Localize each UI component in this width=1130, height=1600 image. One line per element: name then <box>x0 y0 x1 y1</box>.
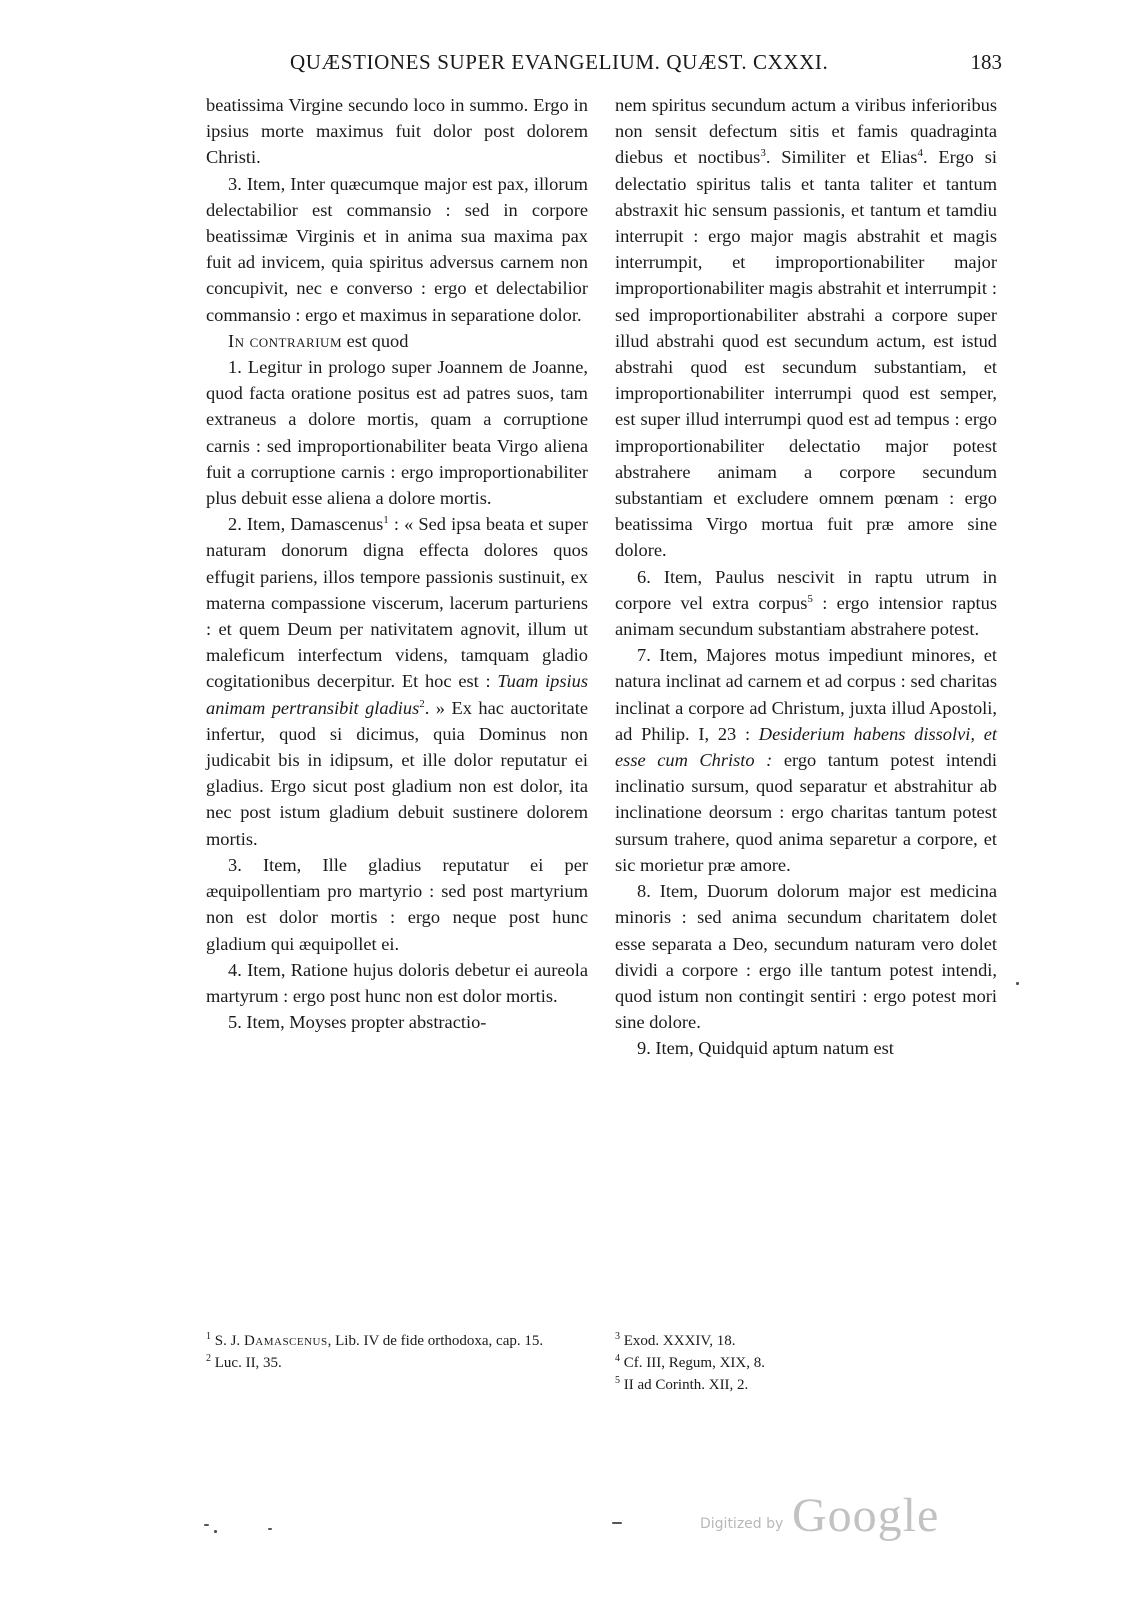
footnote <box>206 1330 588 1352</box>
footnote-mark: 2 <box>206 1353 211 1364</box>
paragraph <box>615 642 997 878</box>
text-span: . Ergo si delectatio spiritus talis et tanta taliter et tantum abstraxit hic sensum passionis, et tantum et tamdiu interrupit : ergo major magis abstrahit et magis interrumpit, et improportionabiliter major improportionabiliter magis abstrahit et interrumpit : sed improportionabiliter abstrahi a corpore super illud abstrahi quod est secundum actum, est istud abstrahi quod est secundum substantiam, et improportionabiliter interrumpi quod est semper, est super illud interrumpi quod est ad tempus : ergo improportionabiliter delectatio major potest abstrahere animam a corpore secundum substantiam et excludere omnem pœnam : ergo beatissima Virgo mortua fuit præ amore sine dolore. <box>615 147 997 561</box>
footnote-mark: 3 <box>615 1331 620 1342</box>
footnote <box>615 1374 997 1396</box>
text-span: est quod <box>342 330 409 351</box>
paragraph: 4. Item, Ratione hujus doloris debetur ei aureola martyrum : ergo post hunc non est dolor mortis. <box>206 959 588 1006</box>
paragraph <box>615 92 997 564</box>
digitized-watermark <box>700 1490 1000 1540</box>
footnote-ref: 5 <box>807 592 813 605</box>
running-head: QUÆSTIONES SUPER EVANGELIUM. QUÆST. CXXXI. <box>290 50 829 74</box>
scan-speck <box>204 1524 209 1526</box>
footnote-mark: 1 <box>206 1331 211 1342</box>
google-logo: Google <box>792 1489 940 1542</box>
footnote-ref: 1 <box>383 514 389 527</box>
footnotes-right <box>615 1330 997 1396</box>
footnote-text: Luc. II, 35. <box>211 1355 282 1371</box>
page-header <box>290 44 1002 80</box>
text-span: : ergo intensior raptus animam secundum substantiam abstrahere potest. <box>615 592 997 640</box>
scripture-quote: Desiderium habens dissolvi, et esse cum Christo : <box>615 723 997 771</box>
text-span: nem spiritus secundum actum a viribus inferioribus non sensit defectum sitis et famis quadraginta diebus et noctibus <box>615 95 997 168</box>
footnote-mark: 4 <box>615 1353 620 1364</box>
right-column <box>615 92 997 1062</box>
section-label: In contrarium <box>228 330 343 351</box>
watermark-caption: Digitized by <box>700 1516 784 1532</box>
scan-speck <box>612 1522 622 1524</box>
paragraph: 3. Item, Ille gladius reputatur ei per æquipollentiam pro martyrio : sed post martyrium non est dolor mortis : ergo neque post hunc gladium qui æquipollet ei. <box>206 854 588 954</box>
text-span: . Similiter et Elias <box>765 147 918 168</box>
page-number: 183 <box>970 50 1002 74</box>
paragraph <box>615 564 997 643</box>
scripture-quote: Tuam ipsius animam pertransibit gladius <box>206 671 588 718</box>
text-span: 2. Item, Damascenus <box>228 514 384 535</box>
paragraph <box>206 328 588 354</box>
left-column <box>206 92 588 1035</box>
paragraph: 8. Item, Duorum dolorum major est medicina minoris : sed anima secundum charitatem dolet esse separata a Deo, secundum naturam vero dolet dividi a corpore : ergo ille tantum potest intendi, quod istum non contingit sentiri : ergo potest mori sine dolore. <box>615 881 997 1033</box>
footnote-ref: 4 <box>917 147 923 160</box>
text-span: : « Sed ipsa beata et super naturam donorum digna effecta dolores quos effugit pariens, illos tempore passionis sustinuit, ex materna compassione viscerum, lacerum parturiens : et quem Deum per nativitatem agnovit, illum ut maleficum interfectum videns, tamquam gladio cogitationibus decerpitur. Et hoc est : <box>206 514 588 692</box>
text-span: ergo tantum potest intendi inclinatio sursum, quod separatur et abstrahitur ab inclinatione deorsum : ergo charitas tantum potest sursum trahere, quod anima separetur a corpore, et sic morietur præ amore. <box>615 750 997 875</box>
text-span: . » Ex hac auctoritate infertur, quod si dicimus, quia Dominus non judicabit bis in idipsum, et ille dolor reputatur ei gladius. Ergo sicut post gladium non est dolor, ita nec post istum gladium debuit sustinere dolorem mortis. <box>206 697 588 849</box>
text-span: 7. Item, Majores motus impediunt minores, et natura inclinat ad carnem et ad corpus : sed charitas inclinat a corpore ad Christum, juxta illud Apostoli, ad Philip. I, 23 : <box>615 645 997 744</box>
paragraph: beatissima Virgine secundo loco in summo. Ergo in ipsius morte maximus fuit dolor post dolorem Christi. <box>206 95 588 168</box>
author-name: Damascenus <box>243 1333 328 1349</box>
scan-speck <box>268 1528 272 1530</box>
scan-speck <box>214 1530 217 1533</box>
footnote <box>206 1352 588 1374</box>
footnotes-left <box>206 1330 588 1374</box>
paragraph: 9. Item, Quidquid aptum natum est <box>637 1038 894 1059</box>
footnote-text: Cf. III, Regum, XIX, 8. <box>620 1355 765 1371</box>
footnote-text: Exod. XXXIV, 18. <box>620 1333 736 1349</box>
paragraph: 1. Legitur in prologo super Joannem de Joanne, quod facta oratione positus est ad patres suos, tam extraneus a dolore mortis, quam a corruptione carnis : sed improportionabiliter beata Virgo aliena fuit a corruptione carnis : ergo improportionabiliter plus debuit esse aliena a dolore mortis. <box>206 357 588 509</box>
scan-speck <box>1016 982 1019 985</box>
footnote-text: II ad Corinth. XII, 2. <box>620 1377 749 1393</box>
text-span: 6. Item, Paulus nescivit in raptu utrum in corpore vel extra corpus <box>615 566 997 613</box>
footnote-text: , Lib. IV de fide orthodoxa, cap. 15. <box>327 1333 544 1349</box>
paragraph: 5. Item, Moyses propter abstractio- <box>228 1012 487 1033</box>
footnote-ref: 2 <box>419 697 425 710</box>
footnote-mark: 5 <box>615 1375 620 1386</box>
footnote <box>615 1352 997 1374</box>
footnote <box>615 1330 997 1352</box>
paragraph <box>206 511 588 852</box>
paragraph: 3. Item, Inter quæcumque major est pax, illorum delectabilior est commansio : sed in corpore beatissimæ Virginis et in anima sua maxima pax fuit ad invicem, quia spiritus adversus carnem non concupivit, nec e converso : ergo et delectabilior commansio : ergo et maximus in separatione dolor. <box>206 173 588 325</box>
footnote-text: S. J. <box>211 1333 244 1349</box>
footnote-ref: 3 <box>760 147 766 160</box>
